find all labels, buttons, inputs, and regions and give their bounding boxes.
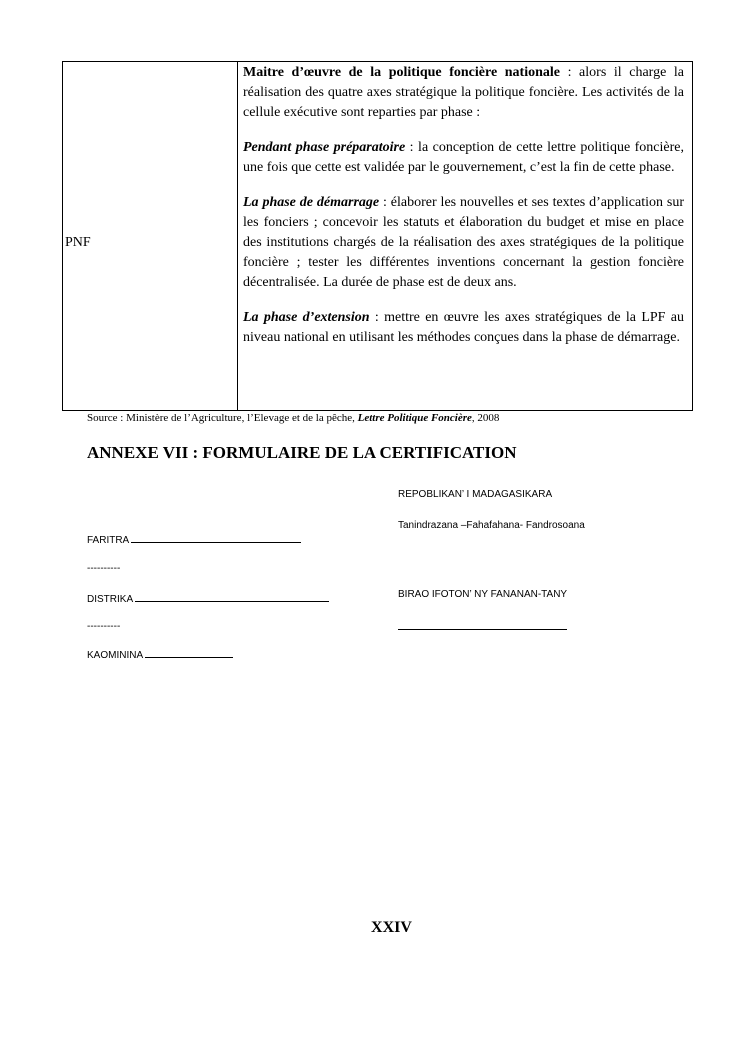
birao-name: BIRAO IFOTON’ NY FANANAN-TANY	[398, 589, 568, 600]
birao-line-wrap	[398, 622, 567, 633]
phase-demarrage-paragraph	[243, 193, 684, 293]
source-prefix: Source : Ministère de l’Agriculture, l’Elevage et de la pêche,	[87, 412, 358, 424]
dashes-1: ----------	[87, 563, 121, 574]
phase-extension-paragraph	[243, 308, 684, 348]
phase-preparatoire-text: : la conception de cette lettre politique foncière, une fois que cette est validée par le gouvernement, c’est la fin de cette phase.	[243, 140, 685, 175]
kaominina-field	[87, 650, 233, 661]
faritra-field	[87, 535, 301, 546]
phase-preparatoire-paragraph	[243, 138, 684, 178]
faritra-label: FARITRA	[87, 535, 129, 546]
phase-preparatoire-lead: Pendant phase préparatoire	[243, 140, 406, 155]
phase-demarrage-lead: La phase de démarrage	[243, 195, 380, 210]
source-title: Lettre Politique Foncière	[357, 412, 472, 424]
phase-extension-text: : mettre en œuvre les axes stratégiques de la LPF au niveau national en utilisant les méthodes conçues dans la phase de démarrage.	[243, 310, 684, 345]
table-label-cell	[63, 62, 238, 410]
kaominina-line	[145, 656, 233, 658]
page-number: XXIV	[371, 919, 412, 936]
intro-lead: Maitre d’œuvre de la politique foncière nationale	[243, 65, 560, 80]
republic-name: REPOBLIKAN’ I MADAGASIKARA	[398, 489, 553, 500]
dashes-2: ----------	[87, 621, 121, 632]
intro-paragraph	[243, 63, 684, 123]
distrika-label: DISTRIKA	[87, 594, 133, 605]
republic-motto: Tanindrazana –Fahafahana- Fandrosoana	[398, 520, 585, 531]
faritra-line	[131, 541, 301, 543]
kaominina-label: KAOMININA	[87, 650, 143, 661]
phase-extension-lead: La phase d’extension	[243, 310, 370, 325]
source-note	[87, 412, 499, 424]
distrika-field	[87, 594, 329, 605]
intro-text: : alors il charge la réalisation des quatre axes stratégique la politique foncière. Les activités de la cellule exécutive sont reparties par phase :	[243, 65, 684, 120]
distrika-line	[135, 600, 329, 602]
source-suffix: , 2008	[471, 412, 500, 424]
row-label: PNF	[65, 235, 91, 250]
birao-line	[398, 628, 567, 630]
table-content-cell	[239, 62, 692, 410]
pnf-table	[62, 61, 693, 411]
phase-demarrage-text: : élaborer les nouvelles et ses textes d’application sur les fonciers ; concevoir les statuts et élaboration du budget et mise en place des institutions chargés de la réalisation des axes stratégiques de la politique foncière ; tester les différentes inventions concernant la gestion foncière décentralisée. La durée de phase est de deux ans.	[243, 195, 684, 290]
annexe-heading: ANNEXE VII : FORMULAIRE DE LA CERTIFICATION	[87, 443, 517, 462]
